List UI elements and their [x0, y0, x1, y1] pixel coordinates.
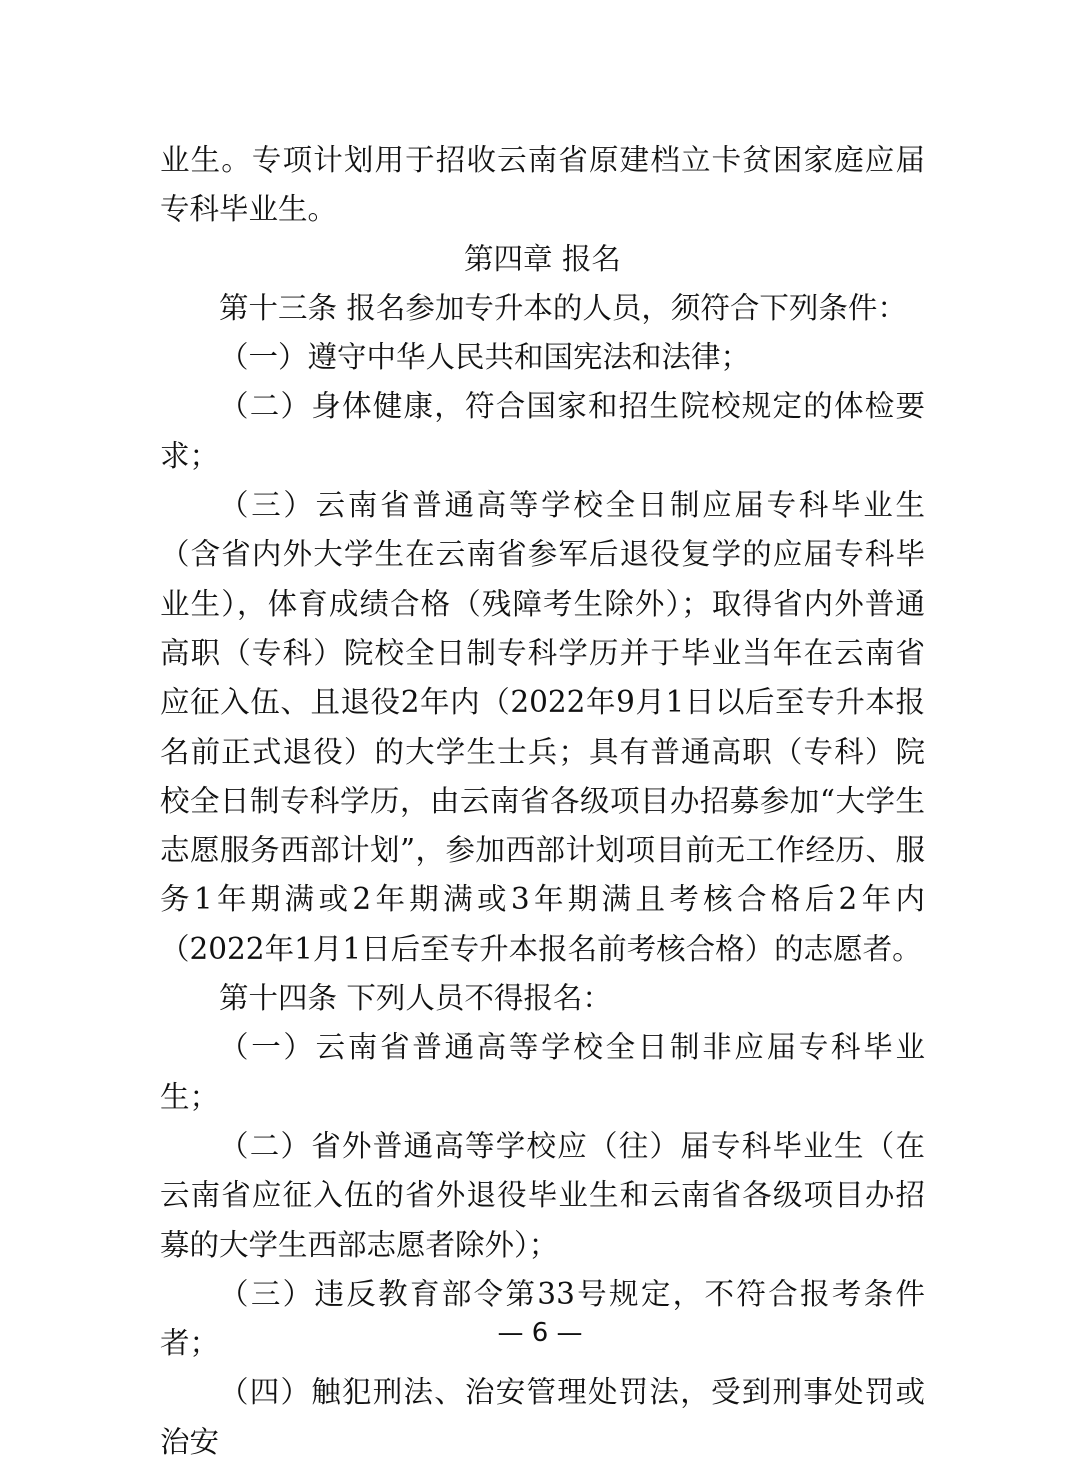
- article-14-item-2: （二）省外普通高等学校应（往）届专科毕业生（在云南省应征入伍的省外退役毕业生和云南省各级项目办招募的大学生西部志愿者除外）；: [160, 1128, 925, 1262]
- page-number: — 6 —: [497, 1318, 583, 1348]
- article-13-item-1: （一）遵守中华人民共和国宪法和法律；: [219, 340, 751, 375]
- article-13-heading: 第十三条 报名参加专升本的人员，须符合下列条件：: [219, 290, 907, 325]
- article-14-item-3: （三）违反教育部令第33号规定，不符合报考条件者；: [160, 1276, 925, 1361]
- chapter-heading: 第四章 报名: [464, 241, 621, 276]
- article-14-item-1: （一）云南省普通高等学校全日制非应届专科毕业生；: [160, 1030, 925, 1114]
- article-13-item-3: （三）云南省普通高等学校全日制应届专科毕业生（含省内外大学生在云南省参军后退役复学的应届专科毕业生），体育成绩合格（残障考生除外）；取得省内外普通高职（专科）院校全日制专科学历并于毕业当年在云南省应征入伍、且退役2年内（2022年9月1日以后至专升本报名前正式退役）的大学生士兵；具有普通高职（专科）院校全日制专科学历，由云南省各级项目办招募参加“大学生志愿服务西部计划”，参加西部计划项目前无工作经历、服务1年期满或2年期满或3年期满且考核合格后2年内（2022年1月1日后至专升本报名前考核合格）的志愿者。: [160, 488, 925, 966]
- article-14-item-4: （四）触犯刑法、治安管理处罚法，受到刑事处罚或治安: [160, 1375, 925, 1459]
- article-13-item-2: （二）身体健康，符合国家和招生院校规定的体检要求；: [160, 389, 925, 473]
- paragraph-continuation: 业生。专项计划用于招收云南省原建档立卡贫困家庭应届专科毕业生。: [160, 143, 925, 227]
- document-body: [160, 136, 925, 1467]
- article-14-heading: 第十四条 下列人员不得报名：: [219, 981, 612, 1016]
